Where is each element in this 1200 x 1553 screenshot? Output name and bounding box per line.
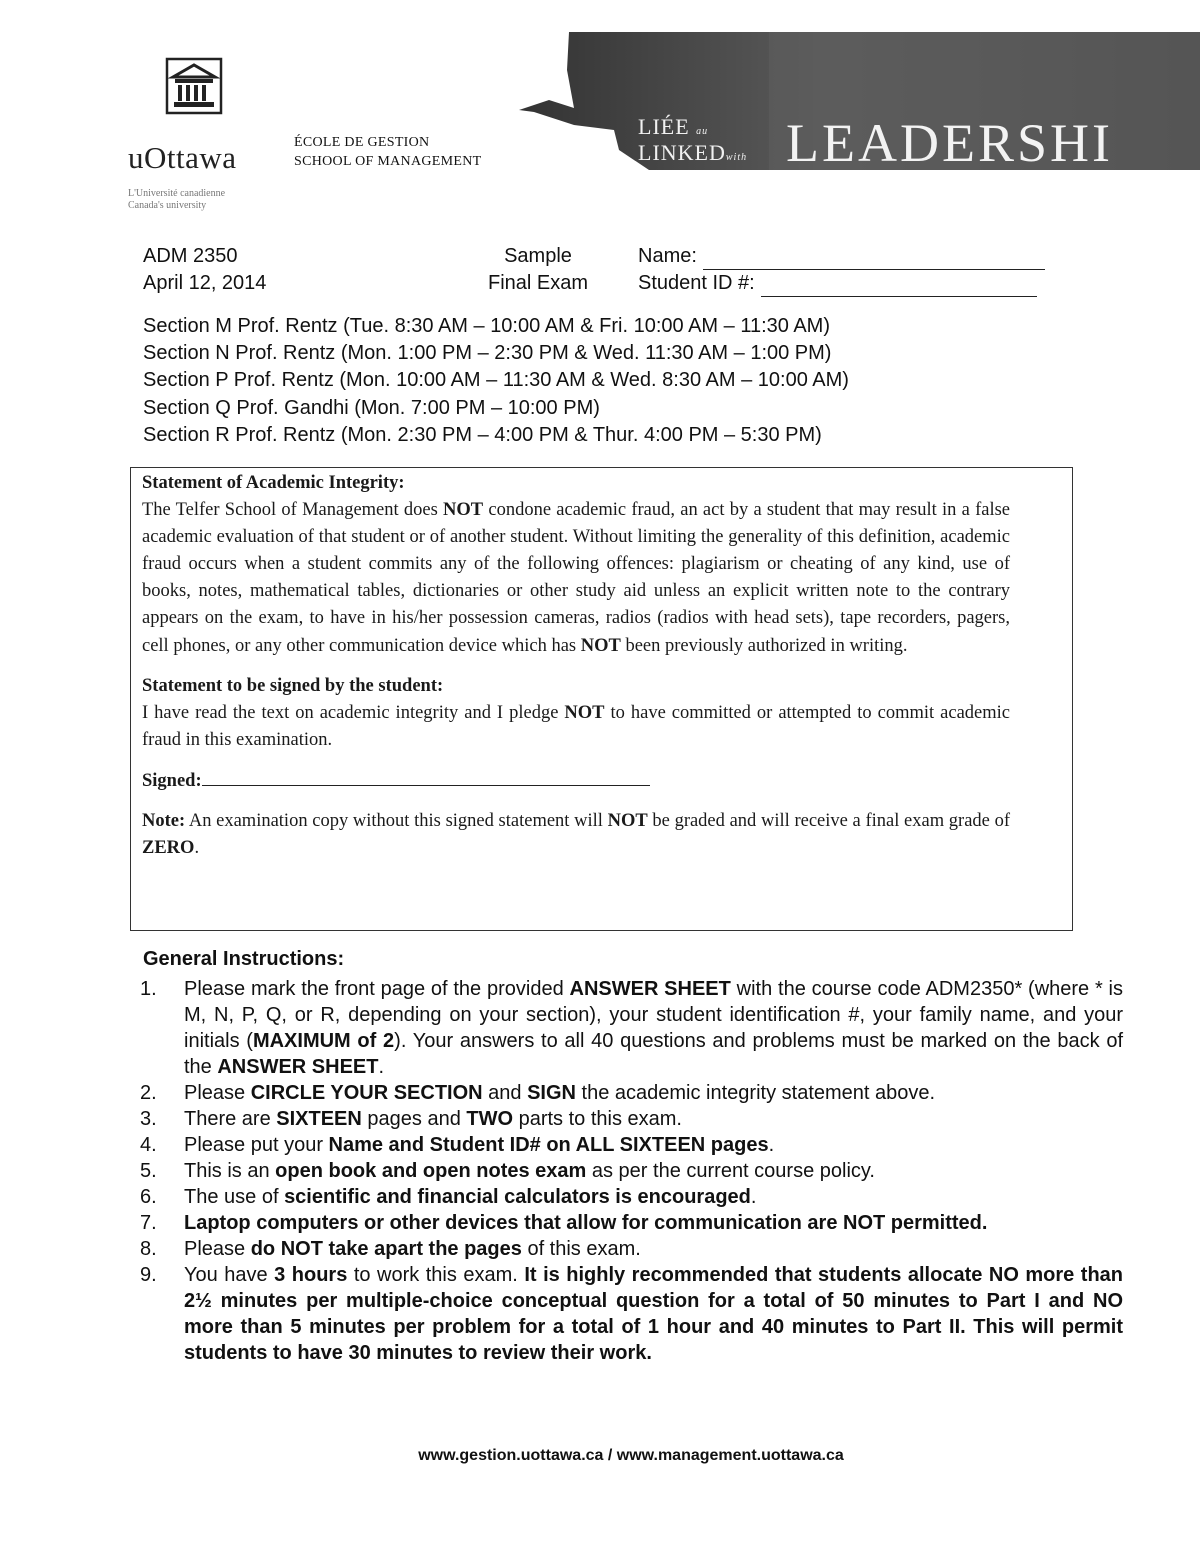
instruction-part: You have [184,1264,275,1286]
instruction-part: Please put your [184,1134,329,1156]
school-name-fr: ÉCOLE DE GESTION [294,135,430,150]
instruction-part: ). Your answers to all 40 questions and problems must be marked on the back of the [184,1030,1124,1078]
instruction-number: 5. [140,1160,157,1182]
instruction-part: Please [184,1238,251,1260]
section-item-m: Section M Prof. Rentz (Tue. 8:30 AM – 10:00 AM & Fri. 10:00 AM – 11:30 AM) [143,315,830,337]
integrity-heading: Statement of Academic Integrity: [142,473,405,493]
instruction-part: Please [184,1082,251,1104]
exam-type-line2: Final Exam [487,272,589,294]
banner-linked: LINKED [638,140,726,165]
instruction-part: with the course code ADM2350* (where * is M, N, P, Q, or R, depending on your section), your student identification #, your family name, and your initials ( [184,978,1123,1052]
instruction-number: 8. [140,1238,157,1260]
banner-linked-text [638,116,747,168]
instruction-emphasis: It is highly recommended that students allocate NO more than 2½ minutes per multiple-choice conceptual question for a total of 50 minutes to Part I and NO more than 5 minutes per problem for a total of 1 hour and 40 minutes to Part II. This will permit students to have 30 minutes to review their work. [184,1264,1124,1364]
instruction-number: 9. [140,1264,157,1286]
instruction-text [184,1236,1123,1262]
instruction-item-4 [140,1132,1123,1158]
instruction-part: the academic integrity statement above. [575,1082,936,1104]
instruction-text [184,1080,1123,1106]
instruction-number: 1. [140,978,157,1000]
university-tagline [128,188,225,212]
instruction-text [184,1158,1123,1184]
integrity-note [142,808,1010,862]
instruction-item-2 [140,1080,1123,1106]
instruction-text [184,1184,1123,1210]
exam-type-line1: Sample [504,245,572,267]
tagline-en: Canada's university [128,200,207,211]
instruction-emphasis: CIRCLE YOUR SECTION [250,1082,483,1104]
instruction-part: as per the current course policy. [586,1160,875,1182]
name-field-row [638,243,1045,270]
instruction-item-5 [140,1158,1123,1184]
student-id-label: Student ID #: [638,272,755,294]
banner-leadership-text: LEADERSHI [786,113,1113,173]
course-code: ADM 2350 [143,245,238,267]
section-item-n: Section N Prof. Rentz (Mon. 1:00 PM – 2:30 PM & Wed. 11:30 AM – 1:00 PM) [143,342,832,365]
instruction-emphasis: Laptop computers or other devices that allow for communication are NOT permitted. [184,1212,988,1234]
name-field[interactable] [703,249,1045,270]
sign-pledge [142,700,1010,754]
school-name-en: SCHOOL OF MANAGEMENT [294,154,482,169]
instruction-part: . [768,1134,775,1156]
student-id-field-row [638,270,1045,297]
signed-row [142,767,1010,795]
instruction-part: This is an [184,1160,276,1182]
course-info [143,243,266,297]
instruction-part: There are [184,1108,277,1130]
pledge-text: to have committed or attempted to commit academic fraud in this examination. [142,702,1010,750]
name-label: Name: [638,245,697,267]
integrity-statement [142,470,1010,862]
instruction-emphasis: 3 hours [274,1264,348,1286]
integrity-body-text: The Telfer School of Management does [142,500,444,521]
school-name [294,133,482,171]
pledge-text: I have read the text on academic integrity and I pledge [142,702,565,723]
instruction-part: . [378,1056,385,1078]
instruction-part: to work this exam. [347,1264,525,1286]
instruction-text [184,1106,1123,1132]
note-label: Note: [142,811,186,832]
instruction-number: 6. [140,1186,157,1208]
uottawa-logo-icon [163,55,225,117]
instruction-emphasis: scientific and financial calculators is encouraged [284,1186,751,1208]
instruction-text [184,1262,1123,1366]
section-item-p: Section P Prof. Rentz (Mon. 10:00 AM – 11:30 AM & Wed. 8:30 AM – 10:00 AM) [143,369,849,392]
tagline-fr: L'Université canadienne [128,188,226,199]
instruction-emphasis: open book and open notes exam [275,1160,587,1182]
note-text: be graded and will receive a final exam grade of [647,811,1010,832]
note-text: An examination copy without this signed statement will [185,811,608,832]
instruction-emphasis: ANSWER SHEET [217,1056,379,1078]
section-item-r: Section R Prof. Rentz (Mon. 2:30 PM – 4:00 PM & Thur. 4:00 PM – 5:30 PM) [143,423,822,446]
instruction-text [184,976,1123,1080]
instructions-title: General Instructions: [143,948,345,970]
instruction-part: parts to this exam. [513,1108,682,1130]
note-not: NOT [607,811,648,832]
instruction-part: . [750,1186,757,1208]
integrity-not-2: NOT [580,635,621,656]
integrity-body [142,497,1010,660]
integrity-body-text: been previously authorized in writing. [620,635,908,656]
banner-with: with [725,152,748,163]
signed-label: Signed: [142,770,202,791]
instruction-part: pages and [361,1108,467,1130]
university-name: uOttawa [128,140,237,175]
instruction-emphasis: TWO [466,1108,514,1130]
instruction-emphasis: Name and Student ID# on ALL SIXTEEN pages [328,1134,769,1156]
instruction-number: 3. [140,1108,157,1130]
instruction-number: 2. [140,1082,157,1104]
instructions-list [140,976,1123,1366]
integrity-body-text: condone academic fraud, an act by a student that may result in a false academic evaluation of that student or of another student. Without limiting the generality of this definition, academic fraud occurs when a student commits any of the following offences: plagiarism or cheating of any kind, use of books, notes, mathematical tables, dictionaries or other study aid unless an explicit written note to the contrary appears on the exam, to have in his/her possession cameras, radios (radios with head sets), tape recorders, pagers, cell phones, or any other communication device which has [142,500,1010,656]
instruction-emphasis: ANSWER SHEET [569,978,731,1000]
instruction-number: 4. [140,1134,157,1156]
instruction-text [184,1210,1123,1236]
note-zero: ZERO [142,838,195,859]
instruction-item-8 [140,1236,1123,1262]
exam-type [470,243,606,297]
instruction-part: and [482,1082,528,1104]
signature-field[interactable] [202,767,650,786]
student-id-field[interactable] [761,276,1037,297]
instruction-part: The use of [184,1186,285,1208]
section-item-q: Section Q Prof. Gandhi (Mon. 7:00 PM – 10:00 PM) [143,396,600,419]
instruction-item-1 [140,976,1123,1080]
section-list [143,313,849,449]
pledge-not: NOT [564,702,605,723]
instruction-item-7 [140,1210,1123,1236]
instruction-number: 7. [140,1212,157,1234]
instruction-emphasis: MAXIMUM of 2 [252,1030,395,1052]
banner-au: au [696,126,709,137]
integrity-not-1: NOT [443,500,484,521]
instruction-item-9 [140,1262,1123,1366]
instruction-emphasis: do NOT take apart the pages [250,1238,522,1260]
sign-heading: Statement to be signed by the student: [142,675,444,696]
note-text: . [194,838,200,859]
footer-urls: www.gestion.uottawa.ca / www.management.uottawa.ca [418,1447,844,1464]
exam-date: April 12, 2014 [143,272,267,294]
instruction-emphasis: SIGN [527,1082,576,1104]
instruction-part: of this exam. [521,1238,641,1260]
instruction-text [184,1132,1123,1158]
instruction-item-3 [140,1106,1123,1132]
instruction-emphasis: SIXTEEN [276,1108,362,1130]
instruction-part: Please mark the front page of the provided [184,978,570,1000]
instruction-item-6 [140,1184,1123,1210]
banner-liee: LIÉE [638,114,690,139]
student-fields [638,243,1045,297]
